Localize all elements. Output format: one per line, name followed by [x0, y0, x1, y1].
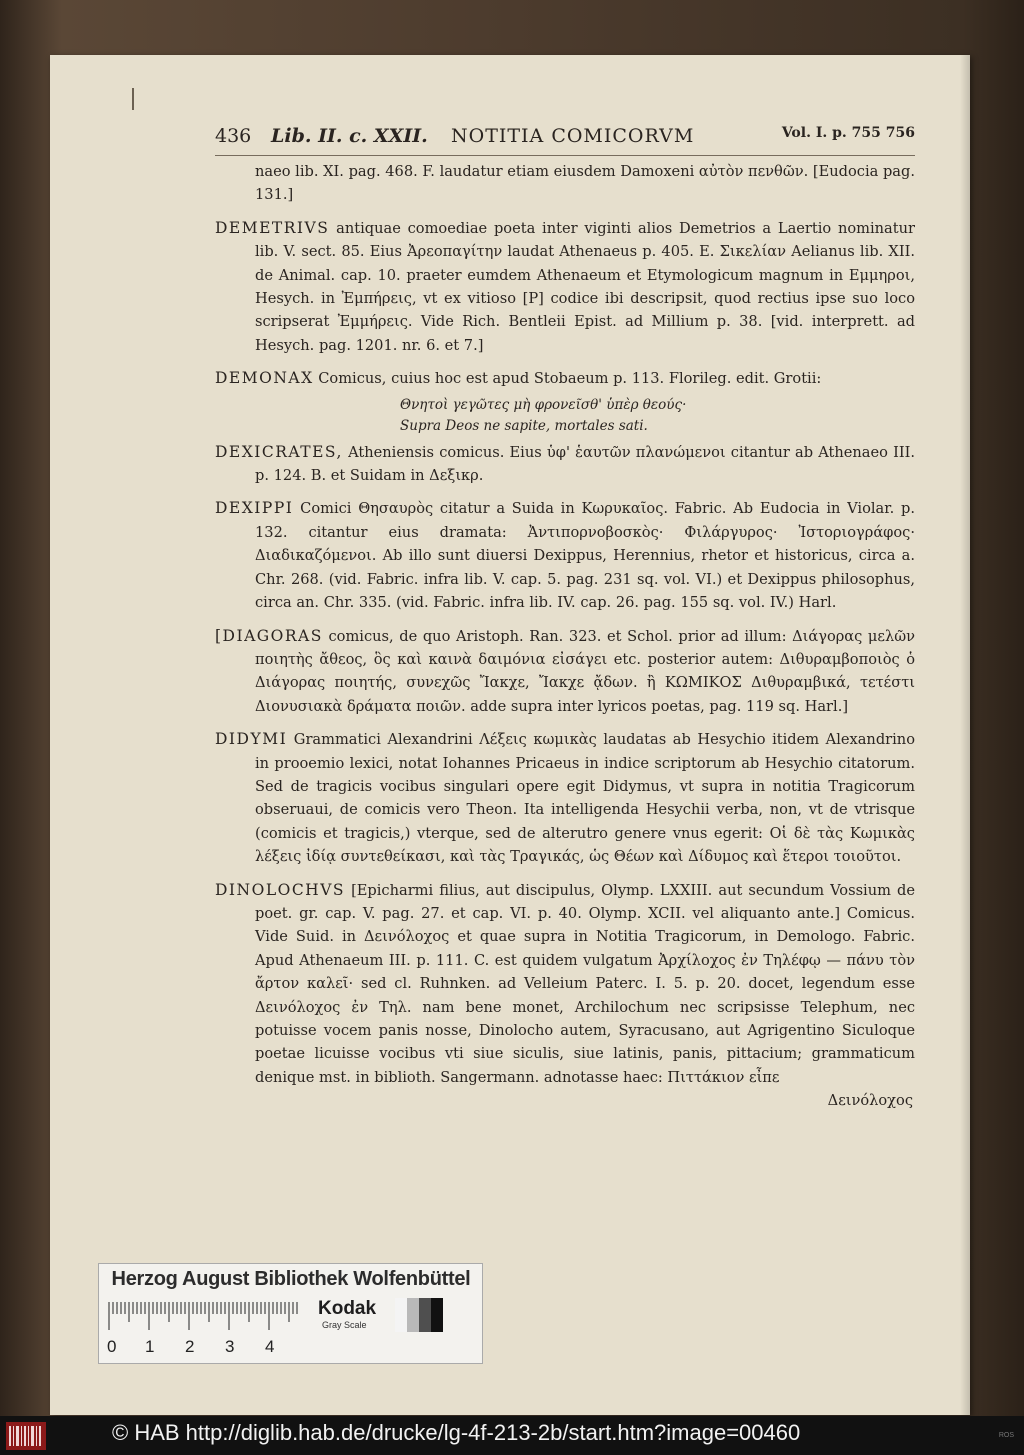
entry-text: naeo lib. XI. pag. 468. F. laudatur etiam eiusdem Damoxeni αὐτὸν πενθῶν. [Eudocia pag. 131.]: [255, 163, 915, 204]
ruler-icon: [107, 1300, 312, 1358]
entry-dexippi: [215, 497, 915, 614]
entry-dexicrates: [215, 441, 915, 488]
entry-text: [Epicharmi filius, aut discipulus, Olymp. LXXIII. aut secundum Vossium de poet. gr. cap. V. pag. 27. et cap. VI. p. 40. Olymp. XCII. vel aliquanto ante.] Comicus. Vide Suid. in Δεινόλοχος et quae supra in Notitia Tragicorum, in Demologo. Fabric. Apud Athenaeum III. p. 111. C. est quidem vulgatum Ἀρχίλοχος ἐν Τηλέφῳ — πάνυ τὸν ἄρτον καλεῖ· sed cl. Ruhnken. ad Velleium Paterc. I. 5. p. 20. docet, legendum esse Δεινόλοχος ἐν Τηλ. nam bene monet, Archilochum nec scripsisse Telephum, nec potuisse vocem panis nosse, Dinolocho autem, Syracusano, aut Agrigentino Siculoque poetae licuisse vocibus vti siue siculis, siue latinis, panis, pittacium; grammaticum denique mst. in biblioth. Sangermann. adnotasse haec: Πιττάκιον εἶπε: [255, 881, 915, 1086]
gray-patch-dark: [419, 1298, 431, 1332]
entry-headword: DINOLOCHVS: [215, 880, 346, 899]
entry-headword: DEXIPPI: [215, 499, 294, 518]
book-reference: Lib. II. c. XXII.: [271, 125, 428, 147]
viewer-footer: [0, 1416, 1024, 1455]
entry-headword: DEXICRATES,: [215, 442, 343, 461]
entry-headword: [DIAGORAS: [215, 626, 323, 645]
copyright-link[interactable]: © HAB http://diglib.hab.de/drucke/lg-4f-213-2b/start.htm?image=00460: [112, 1420, 801, 1445]
page-number: 436: [215, 125, 252, 147]
entry-diagoras: [215, 625, 915, 719]
ruler-label-4: 4: [265, 1337, 275, 1356]
entry-text: Comici Θησαυρὸς citatur a Suida in Κωρυκαῖος. Fabric. Ab Eudocia in Violar. p. 132. citantur eius dramata: Ἀντιπορνοβοσκὸς· Φιλάργυρος· Ἰστοριογράφος· Διαδικαζόμενοι. Ab illo sunt diuersi Dexippus, Herennius, rhetor et historicus, circa a. Chr. 268. (vid. Fabric. infra lib. V. cap. 5. pag. 231 sq. vol. VI.) et Dexippus philosophus, circa an. Chr. 335. (vid. Fabric. infra lib. IV. cap. 26. pag. 155 sq. vol. IV.) Harl.: [255, 500, 915, 612]
entry-text: Comicus, cuius hoc est apud Stobaeum p. 113. Florileg. edit. Grotii:: [318, 370, 822, 388]
gray-patch-light: [407, 1298, 419, 1332]
entry-headword: DEMETRIVS: [215, 218, 330, 237]
footer-mark: ROS: [998, 1432, 1014, 1439]
volume-reference: Vol. I. p. 755 756: [781, 125, 915, 141]
library-name: Herzog August Bibliothek Wolfenbüttel: [111, 1268, 471, 1290]
kodak-brand: Kodak: [318, 1298, 377, 1319]
ruler-label-0: 0: [107, 1337, 117, 1356]
ruler-label-2: 2: [185, 1337, 195, 1356]
entry-text: antiquae comoediae poeta inter viginti alios Demetrios a Laertio nominatur lib. V. sect. 85. Eius Ἀρεοπαγίτην laudat Athenaeus p. 405. E. Σικελίαν Aelianus lib. XII. de Animal. cap. 10. praeter eumdem Athenaeum et Etymologicum magnum in Εμμηροι, Hesych. in Ἐμπήρεις, vt ex vitioso [P] codice ibi descripsit, quod rectius ipse suo loco scripserat Ἐμμήρεις. Vide Rich. Bentleii Epist. ad Millium p. 38. [vid. interprett. ad Hesych. pag. 1201. nr. 6. et 7.]: [255, 219, 915, 354]
verse-greek: Θνητοὶ γεγῶτες μὴ φρονεῖσθ' ὑπὲρ θεούς·: [400, 396, 687, 413]
kodak-subtitle: Gray Scale: [322, 1320, 367, 1330]
running-title: NOTITIA COMICORVM: [451, 125, 695, 147]
measurement-ruler: [107, 1300, 312, 1358]
ruler-label-3: 3: [225, 1337, 235, 1356]
gray-patch-white: [395, 1298, 407, 1332]
margin-mark: [132, 88, 134, 110]
entry-text: comicus, de quo Aristoph. Ran. 323. et Schol. prior ad illum: Διάγορας μελῶν ποιητὴς ἄθεος, ὃς καὶ καινὰ δαιμόνια εἰσάγει etc. posterior autem: Διθυραμβοποιὸς ὁ Διάγορας ποιητής, συνεχῶς Ἴακχε, Ἴακχε ᾄδων. ἢ ΚΩΜΙΚΟΣ Διθυραμβικά, τετέστι Διονυσιακὰ δράματα ποιῶν. adde supra inter lyricos poetas, pag. 119 sq. Harl.]: [255, 627, 916, 715]
page-body: [215, 160, 915, 1113]
header-rule: [215, 155, 915, 156]
entry-text: Grammatici Alexandrini Λέξεις κωμικὰς laudatas ab Hesychio itidem Alexandrino in prooemio lexici, notat Iohannes Pricaeus in indice scriptorum ab Hesychio citatorum. Sed de tragicis vocibus singulari opere egit Didymus, vt supra in notitia Tragicorum obseruaui, de comicis vero Theon. Ita intelligenda Hesychii verba, non, vt de vtrisque (comicis et tragicis,) vterque, sed de alterutro genere vnus egerit: Οἱ δὲ τὰς Κωμικὰς λέξεις ἰδίᾳ συντεθείκασι, καὶ τὰς Τραγικάς, ὡς Θέων καὶ Δίδυμος καὶ ἕτεροι τοιοῦτοι.: [255, 731, 915, 866]
verse-latin: Supra Deos ne sapite, mortales sati.: [400, 417, 648, 434]
gray-scale-patches: [395, 1298, 443, 1332]
ruler-label-1: 1: [145, 1337, 155, 1356]
hab-barcode-logo-icon: [6, 1422, 46, 1450]
entry-demetrius: [215, 217, 915, 357]
page-header: [215, 125, 915, 155]
entry-text: Atheniensis comicus. Eius ὑφ' ἑαυτῶν πλανώμενοι citantur ab Athenaeo III. p. 124. B. et Suidam in Δεξικρ.: [255, 443, 915, 485]
entry-headword: DEMONAX: [215, 369, 314, 388]
verse-quotation: [400, 395, 915, 437]
catchword: Δεινόλοχος: [827, 1092, 913, 1110]
entry-demonax: [215, 367, 915, 390]
entry-continuation: [215, 160, 915, 207]
entry-dinolochus: [215, 879, 915, 1090]
gray-patch-black: [431, 1298, 443, 1332]
entry-didymi: [215, 728, 915, 868]
entry-headword: DIDYMI: [215, 730, 288, 749]
